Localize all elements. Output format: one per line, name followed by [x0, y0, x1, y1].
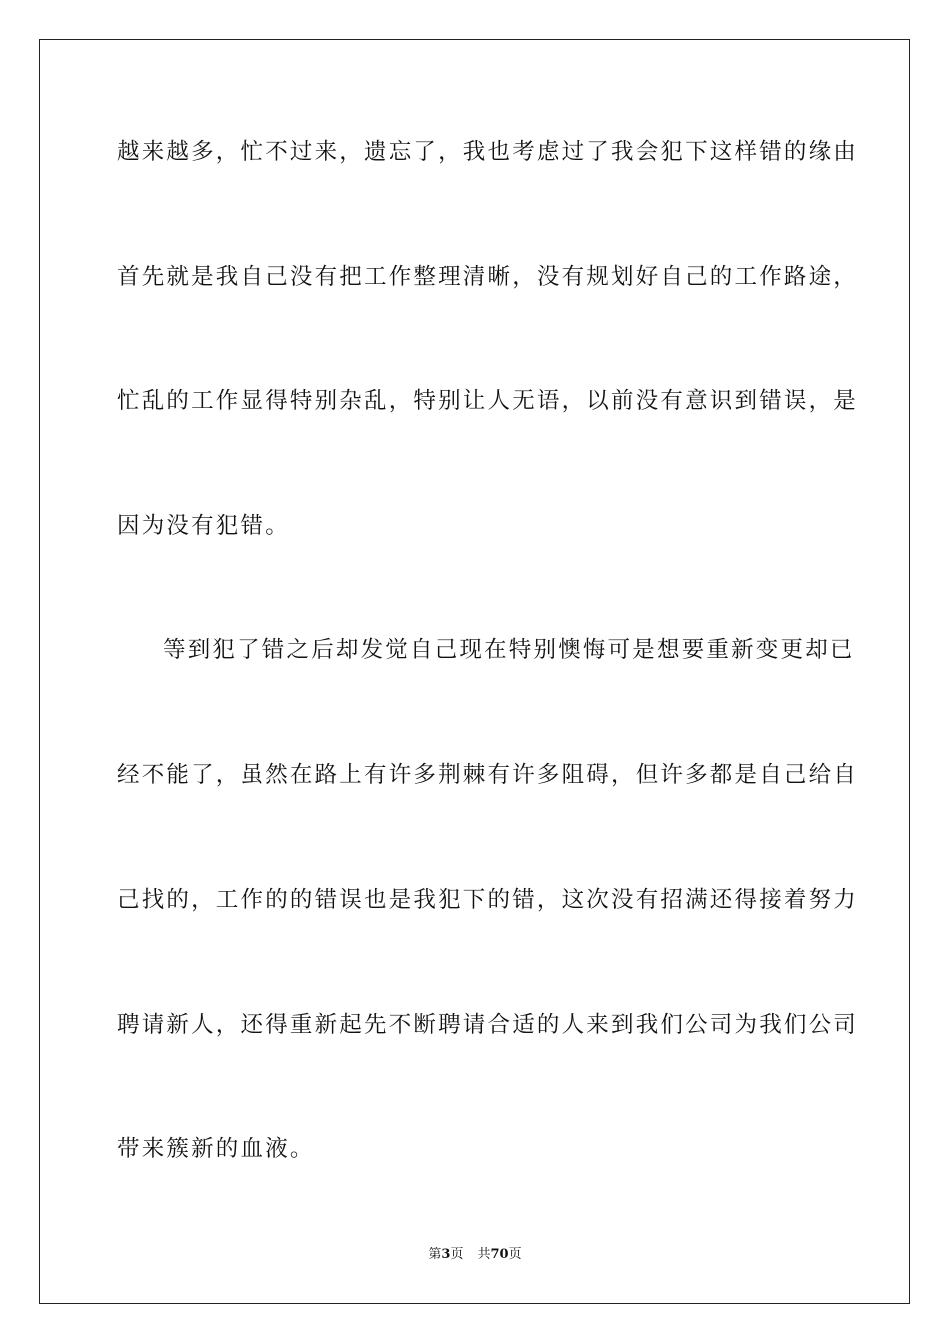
body-text-line: 己找的，工作的的错误也是我犯下的错，这次没有招满还得接着努力	[117, 887, 859, 913]
page-footer	[0, 1246, 950, 1264]
body-text-line: 经不能了，虽然在路上有许多荆棘有许多阻碍，但许多都是自己给自	[117, 762, 859, 788]
body-text-line: 因为没有犯错。	[117, 513, 290, 539]
body-text-line: 带来簇新的血液。	[117, 1136, 315, 1162]
page-border	[39, 39, 910, 1304]
body-text-line: 首先就是我自己没有把工作整理清晰，没有规划好自己的工作路途，	[117, 264, 859, 290]
page-number: 3	[441, 1247, 451, 1262]
total-suffix: 页	[508, 1247, 522, 1262]
body-text-line-indented: 等到犯了错之后却发觉自己现在特别懊悔可是想要重新变更却已	[163, 637, 855, 663]
page-prefix: 第	[428, 1247, 442, 1262]
body-text-line: 聘请新人，还得重新起先不断聘请合适的人来到我们公司为我们公司	[117, 1012, 859, 1038]
body-text-line: 忙乱的工作显得特别杂乱，特别让人无语，以前没有意识到错误，是	[117, 388, 859, 414]
body-text-line: 越来越多，忙不过来，遗忘了，我也考虑过了我会犯下这样错的缘由	[117, 139, 859, 165]
total-pages: 70	[490, 1247, 509, 1262]
page-suffix: 页	[450, 1247, 464, 1262]
total-prefix: 共	[477, 1247, 491, 1262]
